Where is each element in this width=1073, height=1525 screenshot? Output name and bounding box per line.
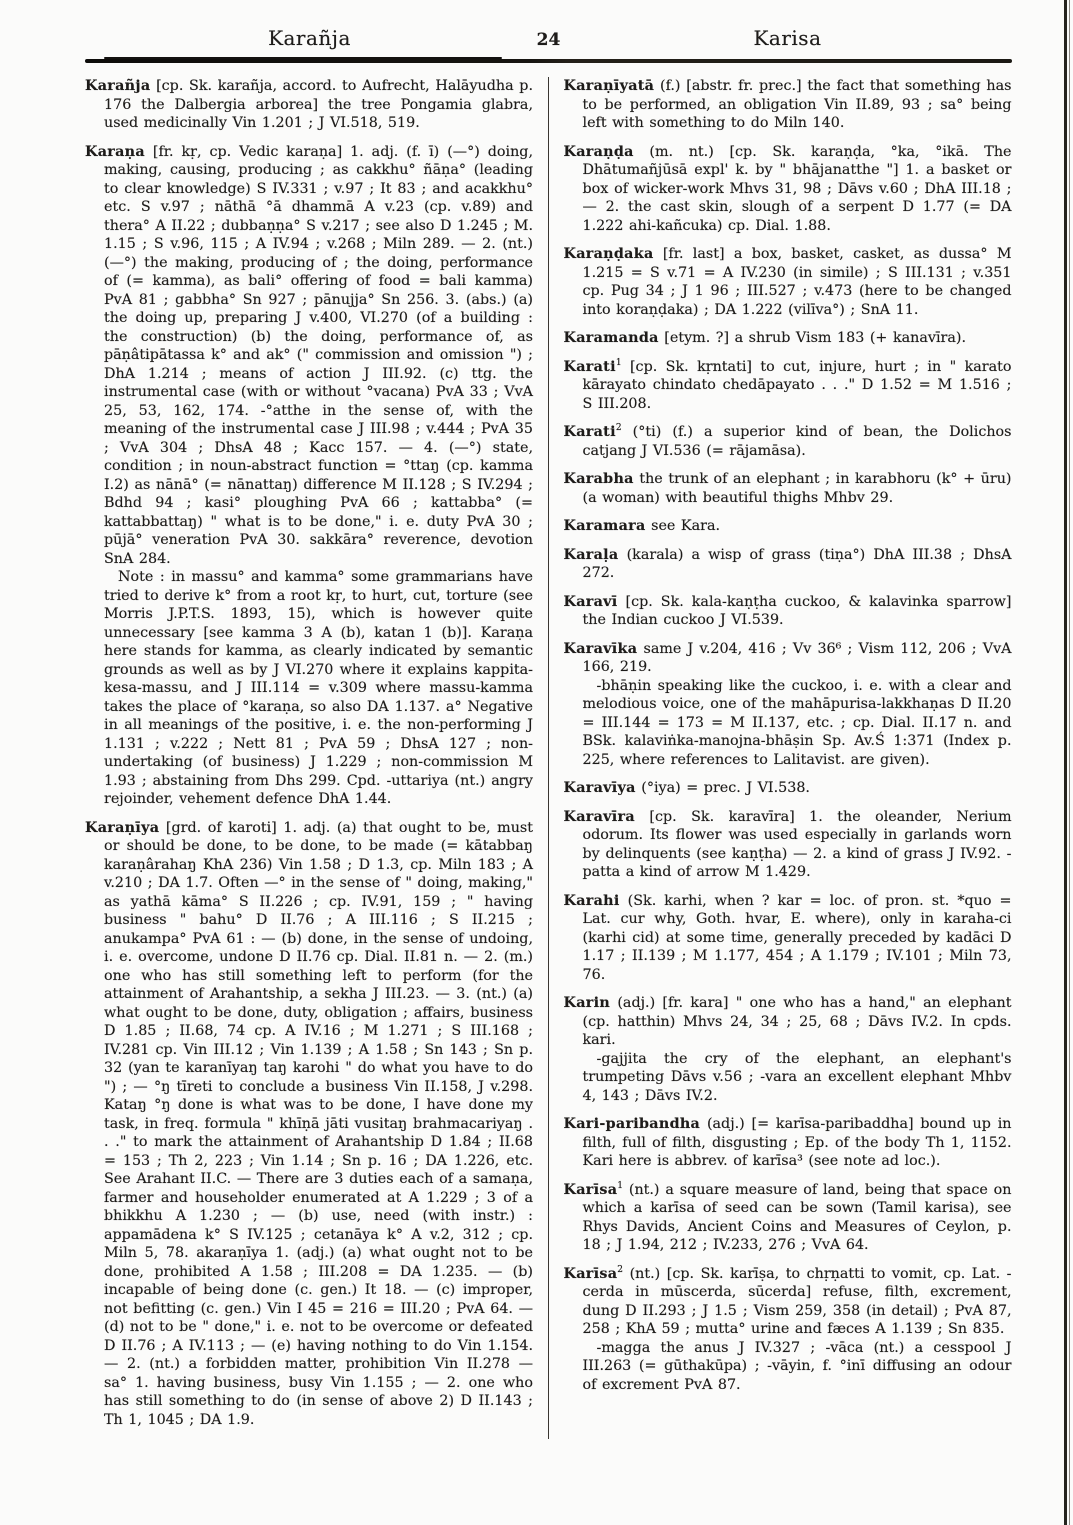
- running-head-right-word: Karisa: [753, 26, 822, 50]
- headword-superscript: 1: [615, 357, 622, 368]
- entry-karav: [564, 593, 1012, 630]
- headword: Karati: [563, 358, 616, 375]
- headword: Karamanda: [563, 330, 659, 346]
- headword: Karīsa: [563, 1265, 618, 1282]
- entry-karaa: [85, 143, 533, 809]
- left-column: [85, 77, 533, 1439]
- headword: Karaṇa: [85, 143, 145, 160]
- entry-first-paragraph: Kari-paribandha (adj.) [= karīsa-paribaddha] bound up in filth, full of filth, disgusting ; Ep. of the body Th 1, 1152. Kari here is abbrev. of karīsa³ (see note ad loc.).: [563, 1116, 1012, 1169]
- entry-karati2: [564, 423, 1012, 460]
- entry-karamara: [564, 517, 1012, 536]
- entry-first-paragraph: Karīsa$^2$ (nt.) [cp. Sk. karīṣa, to chṛṇatti to vomit, cp. Lat. -cerda in mūscerda, sūcerda] refuse, filth, excrement, dung D II.293 ; J 1.5 ; Vism 259, 358 (in detail) ; PvA 87, 258 ; KhA 59 ; mutta° urine and fæces A 1.139 ; Sn 835.: [563, 1264, 1012, 1337]
- entry-karaa: [564, 546, 1012, 583]
- right-column: [564, 77, 1012, 1439]
- header-rule: [85, 59, 1012, 63]
- scan-edge-line: [1064, 0, 1067, 1525]
- headword: Karaṇḍa: [563, 143, 634, 160]
- entry-first-paragraph: Karin (adj.) [fr. kara] " one who has a hand," an elephant (cp. hatthin) Mhvs 24, 34 ; 25, 68 ; Dāvs IV.2. In cpds. kari.: [563, 995, 1012, 1048]
- entry-first-paragraph: Karañja [cp. Sk. karañja, accord. to Aufrecht, Halāyudha p. 176 the Dalbergia arborea] the tree Pongamia glabra, used medicinally Vin 1.201 ; J VI.518, 519.: [85, 78, 533, 131]
- headword: Karavīya: [563, 780, 636, 796]
- entry-kari-paribandha: [564, 1115, 1012, 1171]
- headword: Karaḷa: [563, 546, 619, 563]
- entry-karaya: [85, 819, 533, 1430]
- headword: Karaṇīyatā: [563, 78, 655, 94]
- entry-karati1: [564, 358, 1012, 414]
- entry-karavka: [564, 640, 1012, 770]
- entry-karsa1: [564, 1181, 1012, 1255]
- entry-first-paragraph: Karavīya (°iya) = prec. J VI.538.: [563, 780, 810, 796]
- running-head-left-word: Karañja: [268, 26, 351, 50]
- headword: Karati: [563, 424, 616, 440]
- entry-sub-paragraph: -gajjita the cry of the elephant, an elephant's trumpeting Dāvs v.56 ; -vara an excellent elephant Mhbv 4, 143 ; Dāvs IV.2.: [582, 1050, 1012, 1104]
- entry-karaja: [85, 77, 533, 133]
- headword: Karīsa: [563, 1181, 618, 1198]
- headword: Karin: [563, 995, 611, 1011]
- headword: Karahi: [563, 892, 620, 909]
- headword: Kari-paribandha: [563, 1116, 701, 1132]
- entry-first-paragraph: Karaṇḍa (m. nt.) [cp. Sk. karaṇḍa, °ka, °ikā. The Dhātumañjūsā expl' k. by " bhājanatthe "] 1. a basket or box of wicker-work Mhvs 31, 98 ; Dāvs v.60 ; DhA III.18 ; — 2. the cast skin, slough of a serpent D 1.77 (= DA 1.222 ahi-kañcuka) cp. Dial. 1.88.: [563, 143, 1012, 234]
- headword: Karañja: [85, 78, 151, 94]
- entry-karahi: [564, 892, 1012, 985]
- entry-first-paragraph: Karabha the trunk of an elephant ; in karabhoru (k° + ūru) (a woman) with beautiful thighs Mhbv 29.: [563, 471, 1012, 506]
- entry-karin: [564, 994, 1012, 1105]
- headword: Karavīra: [563, 808, 635, 825]
- entry-first-paragraph: Karaṇīya [grd. of karoti] 1. adj. (a) that ought to be, must or should be done, to be done, to be made (= kātabbaŋ karaṇârahaŋ KhA 236) Vin 1.58 ; D 1.3, cp. Miln 183 ; A v.210 ; DA 1.7. Often —° in the sense of " doing, making," as yathā kāma° S II.226 ; cp. IV.91, 159 ; " having business " bahu° D II.76 ; A III.116 ; S II.215 ; anukampa° PvA 61 : — (b) done, in the sense of undoing, i. e. overcome, undone D II.76 cp. Dial. II.81 n. — 2. (m.) one who has still something left to perform (for the attainment of Arahantship, a sekha J III.23. — 3. (nt.) (a) what ought to be done, duty, obligation ; affairs, business D 1.85 ; II.68, 74 cp. A IV.16 ; M 1.271 ; S III.168 ; IV.281 cp. Vin III.12 ; Vin 1.139 ; A 1.58 ; Sn 143 ; Sn p. 32 (yan te karanīyaŋ taŋ karohi " do what you have to do ") ; — °ŋ tīreti to conclude a business Vin II.158, J v.298. Kataŋ °ŋ done is what was to be done, I have done my task, in freq. formula " khīṇā jāti vusitaŋ brahmacariyaŋ . . ." to mark the attainment of Arahantship D 1.84 ; II.68 = 153 ; Th 2, 223 ; Vin 1.14 ; Sn p. 16 ; DA 1.226, etc. See Arahant II.C. — There are 3 duties each of a samaṇa, farmer and householder enumerated at A 1.229 ; 3 of a bhikkhu A 1.230 ; — (b) use, need (with instr.) : appamādena k° S IV.125 ; cetanāya k° A v.2, 312 ; cp. Miln 5, 78. akaraṇīya 1. (adj.) (a) what ought not to be done, prohibited A 1.58 ; III.208 = DA 1.235. — (b) incapable of being done (c. gen.) It 18. — (c) improper, not befitting (c. gen.) Vin I 45 = 216 = III.20 ; PvA 64. — (d) not to be " done," i. e. not to be overcome or defeated D II.76 ; A IV.113 ; — (e) having nothing to do Vin 1.154. — 2. (nt.) a forbidden matter, prohibition Vin II.278 — sa° 1. having business, busy Vin 1.155 ; — 2. one who has still something to do (in sense of above 2) D II.143 ; Th 1, 1045 ; DA 1.9.: [85, 819, 534, 1428]
- entry-karaaka: [564, 245, 1012, 319]
- headword: Karaṇḍaka: [563, 246, 654, 262]
- page-number: 24: [536, 30, 561, 50]
- headword-superscript: 2: [615, 423, 622, 434]
- headword-superscript: 1: [617, 1180, 624, 1191]
- headword: Karavīka: [563, 640, 638, 657]
- entry-first-paragraph: Karaḷa (karala) a wisp of grass (tiṇa°) DhA III.38 ; DhsA 272.: [563, 546, 1012, 581]
- entry-karsa2: [564, 1265, 1012, 1395]
- entry-sub-paragraph: -bhāṇin speaking like the cuckoo, i. e. with a clear and melodious voice, one of the mahāpurisa-lakkhaṇas D II.20 = III.144 = 173 = M II.137, etc. ; cp. Dial. II.17 n. and BSk. kalaviṅka-manojna-bhāṣin Sp. Av.Ś 1:371 (Index p. 225, where references to Lalitavist. are given).: [582, 677, 1012, 768]
- entry-first-paragraph: Karati$^2$ (°ti) (f.) a superior kind of bean, the Dolichos catjang J VI.536 (= rājamāsa).: [563, 423, 1012, 459]
- entry-karavya: [564, 779, 1012, 798]
- entry-first-paragraph: Karamara see Kara.: [563, 518, 721, 534]
- headword: Karavī: [563, 593, 618, 610]
- running-head: [85, 26, 1012, 50]
- column-divider-rule: [548, 77, 550, 1439]
- entry-first-paragraph: Karavīra [cp. Sk. karavīra] 1. the oleander, Nerium odorum. Its flower was used especially in garlands worn by delinquents (see kaṇṭha) — 2. a kind of grass J IV.92. -patta a kind of arrow M 1.429.: [563, 808, 1012, 880]
- entry-first-paragraph: Karavī [cp. Sk. kala-kaṇṭha cuckoo, & kalavinka sparrow] the Indian cuckoo J VI.539.: [563, 593, 1012, 628]
- entry-karamanda: [564, 329, 1012, 348]
- entry-karavra: [564, 808, 1012, 882]
- entry-first-paragraph: Karaṇa [fr. kṛ, cp. Vedic karaṇa] 1. adj. (f. ī) (—°) doing, making, causing, producing ; as cakkhu° ñāṇa° (leading to clear knowledge) S IV.331 ; v.97 ; It 83 ; and acakkhu° etc. S v.97 ; nāthā °ā dhammā A v.23 (cp. v.89) and thera° A II.22 ; dubbaṇṇa° S v.217 ; see also D 1.245 ; M. 1.15 ; S v.96, 115 ; A IV.94 ; v.268 ; Miln 289. — 2. (nt.) (—°) the making, producing of ; the doing, performance of (= kamma), as bali° offering of food = bali kamma) PvA 81 ; gabbha° Sn 927 ; pānujja° Sn 256. 3. (abs.) (a) the doing up, preparing J v.400, VI.270 (of a building : the construction) (b) the doing, performance of, as pāṇâtipātassa k° and ak° (" commission and omission ") ; DhA 1.214 ; means of action J III.92. (c) ttg. the instrumental case (with or without °vacana) PvA 33 ; VvA 25, 53, 162, 174. -°atthe in the sense of, with the meaning of the instrumental case J III.98 ; v.444 ; PvA 35 ; VvA 304 ; DhsA 48 ; Kacc 157. — 4. (—°) state, condition ; in noun-abstract function = °ttaŋ (cp. kamma I.2) as nānā° (= nānattaŋ) difference M II.128 ; S IV.294 ; Bdhd 94 ; kasi° ploughing PvA 66 ; kattabba° (= kattabbattaŋ) " what is to be done," i. e. duty PvA 30 ; pūjā° veneration PvA 30. sakkāra° reverence, devotion SnA 284.: [85, 143, 533, 567]
- headword: Karamara: [563, 518, 646, 534]
- entry-first-paragraph: Karati$^1$ [cp. Sk. kṛntati] to cut, injure, hurt ; in " karato kārayato chindato chedāpayato . . ." D 1.52 = M 1.516 ; S III.208.: [563, 357, 1012, 412]
- entry-first-paragraph: Karīsa$^1$ (nt.) a square measure of land, being that space on which a karīsa of seed can be sown (Tamil karisa), see Rhys Davids, Ancient Coins and Measures of Ceylon, p. 18 ; J 1.94, 212 ; IV.233, 276 ; VvA 64.: [563, 1180, 1012, 1253]
- entry-karabha: [564, 470, 1012, 507]
- entry-first-paragraph: Karamanda [etym. ?] a shrub Vism 183 (+ kanavīra).: [563, 330, 966, 346]
- headword-superscript: 2: [617, 1264, 624, 1275]
- entry-first-paragraph: Karahi (Sk. karhi, when ? kar = loc. of pron. st. *quo = Lat. cur why, Goth. hvar, E. where), only in karaha-ci (karhi cid) at some time, generally preceded by kadāci D 1.17 ; II.139 ; M 1.177, 454 ; A 1.179 ; IV.101 ; Miln 73, 76.: [563, 892, 1012, 983]
- entry-first-paragraph: Karavīka same J v.204, 416 ; Vv 36⁶ ; Vism 112, 206 ; VvA 166, 219.: [563, 640, 1012, 675]
- text-columns: [85, 77, 1012, 1439]
- headword: Karaṇīya: [85, 819, 160, 836]
- entry-karaa: [564, 143, 1012, 236]
- entry-sub-paragraph: -magga the anus J IV.327 ; -vāca (nt.) a cesspool J III.263 (= gūthakūpa) ; -vāyin, f. °inī diffusing an odour of excrement PvA 87.: [582, 1339, 1012, 1393]
- entry-sub-paragraph: Note : in massu° and kamma° some grammarians have tried to derive k° from a root kṛ, to hurt, cut, torture (see Morris J.P.T.S. 1893, 15), which is however quite unnecessary [see kamma 3 A (b), katan 1 (b)]. Karaṇa here stands for kamma, as clearly indicated by semantic grounds as well as by J VI.270 where it explains kappita-kesa-massu, and J III.114 = v.309 where massu-kamma takes the place of °karaṇa, so also DA 1.137. a° Negative in all meanings of the positive, i. e. the non-performing J 1.131 ; v.222 ; Nett 81 ; PvA 59 ; DhsA 127 ; non-undertaking (of business) J 1.229 ; non-commission M 1.93 ; abstaining from Dhs 299. Cpd. -uttariya (nt.) angry rejoinder, vehement defence DhA 1.44.: [104, 569, 533, 807]
- entry-first-paragraph: Karaṇīyatā (f.) [abstr. fr. prec.] the fact that something has to be performed, an obligation Vin II.89, 93 ; sa° being left with something to do Miln 140.: [563, 78, 1012, 131]
- entry-first-paragraph: Karaṇḍaka [fr. last] a box, basket, casket, as dussa° M 1.215 = S v.71 = A IV.230 (in simile) ; S III.131 ; v.351 cp. Pug 34 ; J 1 96 ; III.527 ; v.473 (here to be changed into koraṇḍaka) ; DA 1.222 (vilīva°) ; SnA 11.: [563, 246, 1012, 318]
- entry-karayat: [564, 77, 1012, 133]
- headword: Karabha: [563, 471, 634, 487]
